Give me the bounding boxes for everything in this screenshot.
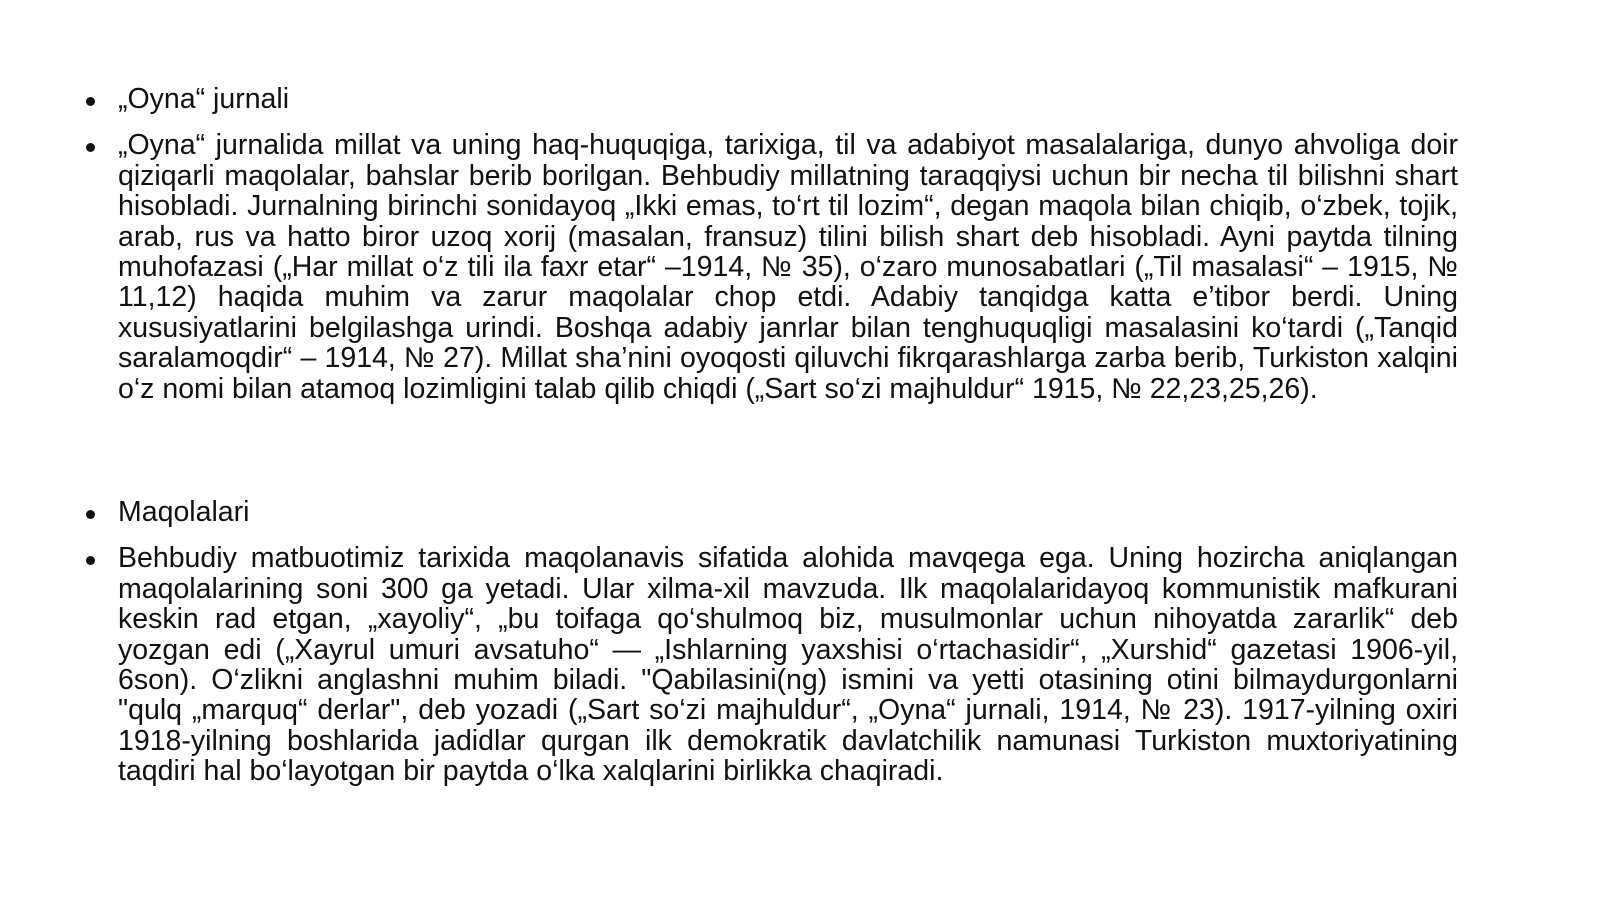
maqolalari-paragraph-text: Behbudiy matbuotimiz tarixida maqolanavis sifatida alohida mavqega ega. Uning hozircha aniqlangan maqolalarining soni 300 ga yetadi. Ular xilma-xil mavzuda. Ilk maqolalaridayoq kommunistik mafkurani keskin rad etgan, „xayoliy“, „bu toifaga qo‘shulmoq biz, musulmonlar uchun nihoyatda zararlik“ deb yozgan edi („Xayrul umuri avsatuho“ — „Ishlarning yaxshisi o‘rtachasidir“, „Xurshid“ gazetasi 1906-yil, 6son). O‘zlikni anglashni muhim biladi. "Qabilasini(ng) ismini va yetti otasining otini bilmaydurgonlarni "qulq „marquq“ derlar", deb yozadi („Sart so‘zi majhuldur“, „Oyna“ jurnali, 1914, № 23). 1917-yilning oxiri 1918-yilning boshlarida jadidlar qurgan ilk demokratik davlatchilik namunasi Turkiston muxtoriyatining taqdiri hal bo‘layotgan bir paytda o‘lka xalqlarini birlikka chaqiradi. bbox=[118, 542, 1458, 788]
bullet-item-maqolalari-heading bbox=[84, 497, 1458, 527]
oyna-paragraph-text: „Oyna“ jurnalida millat va uning haq-huquqiga, tarixiga, til va adabiyot masalalariga, dunyo ahvoliga doir qiziqarli maqolalar, bahslar berib borilgan. Behbudiy millatning taraqqiysi uchun bir necha til bilishni shart hisobladi. Jurnalning birinchi sonidayoq „Ikki emas, to‘rt til lozim“, degan maqola bilan chiqib, o‘zbek, tojik, arab, rus va hatto biror uzoq xorij (masalan, fransuz) tilini bilish shart deb hisobladi. Ayni paytda tilning muhofazasi („Har millat o‘z tili ila faxr etar“ –1914, № 35), o‘zaro munosabatlari („Til masalasi“ – 1915, № 11,12) haqida muhim va zarur maqolalar chop etdi. Adabiy tanqidga katta e’tibor berdi. Uning xususiyatlarini belgilashga urindi. Boshqa adabiy janrlar bilan tenghuquqligi masalasini ko‘tardi („Tanqid saralamoqdir“ – 1914, № 27). Millat sha’nini oyoqosti qiluvchi fikrqarashlarga zarba berib, Turkiston xalqini o‘z nomi bilan atamoq lozimligini talab qilib chiqdi („Sart so‘zi majhuldur“ 1915, № 22,23,25,26). bbox=[118, 129, 1458, 405]
maqolalari-heading-text: Maqolalari bbox=[118, 496, 250, 528]
bullet-dot-icon bbox=[86, 556, 95, 565]
bullet-item-oyna-heading bbox=[84, 84, 1458, 114]
oyna-heading-text: „Oyna“ jurnali bbox=[118, 83, 290, 115]
bullet-item-maqolalari-paragraph bbox=[84, 543, 1458, 786]
oyna-section bbox=[84, 84, 1458, 418]
bullet-item-oyna-paragraph bbox=[84, 130, 1458, 404]
bullet-dot-icon bbox=[86, 97, 95, 106]
maqolalari-section bbox=[84, 497, 1458, 801]
bullet-dot-icon bbox=[86, 510, 95, 519]
bullet-dot-icon bbox=[86, 143, 95, 152]
